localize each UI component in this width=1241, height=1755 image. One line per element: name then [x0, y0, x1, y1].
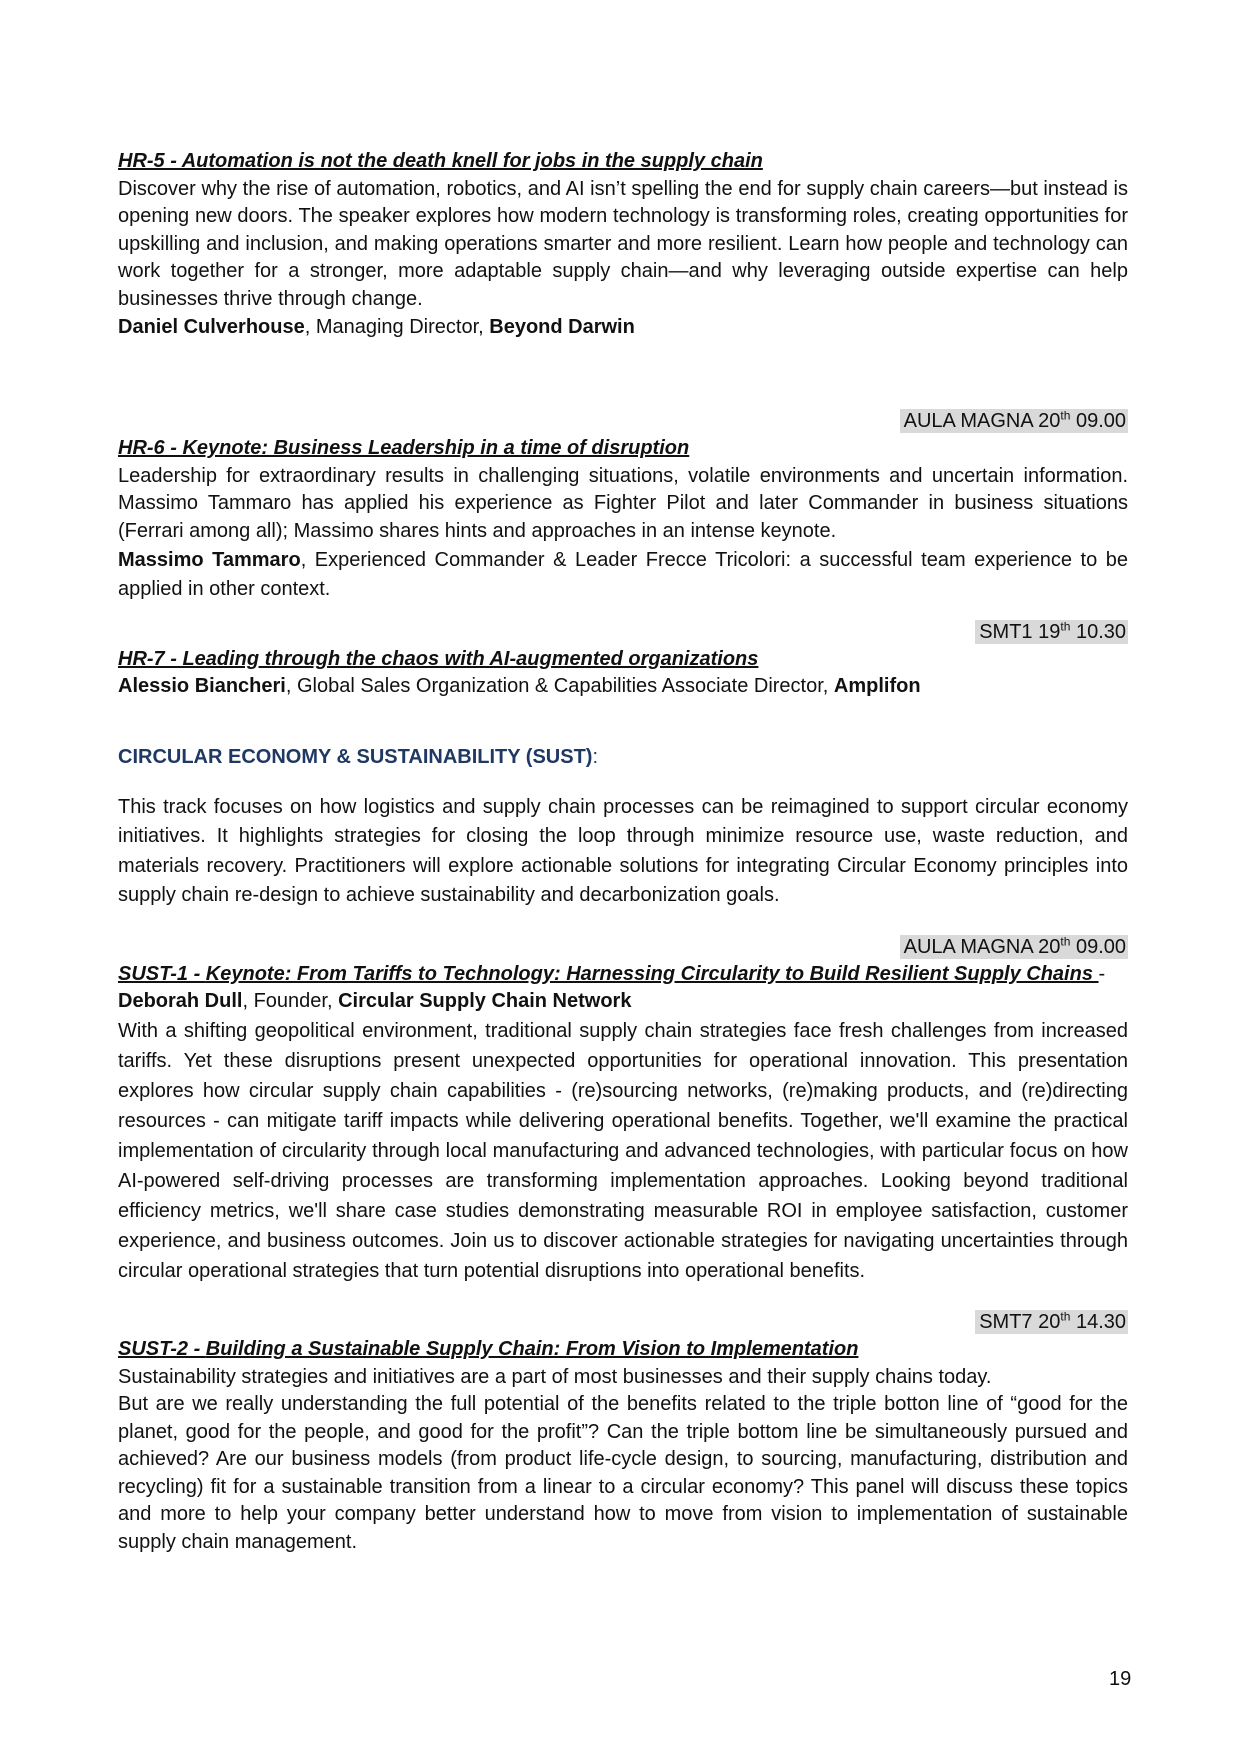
hr6-schedule-room: AULA MAGNA 20 [903, 410, 1061, 433]
sust2-description-1: Sustainability strategies and initiatives are a part of most businesses and their supply chains today. [118, 1365, 992, 1388]
hr7-schedule [118, 618, 1128, 646]
hr6-schedule-time: 09.00 [1070, 410, 1126, 433]
hr5-title: HR-5 - Automation is not the death knell for jobs in the supply chain [118, 150, 763, 172]
sust2-schedule-sup: th [1060, 1309, 1071, 1324]
sust2-schedule-room: SMT7 20 [979, 1310, 1061, 1333]
sust1-speaker-role: , Founder, [242, 990, 339, 1013]
sust-section-heading [118, 743, 1128, 771]
sust-section-intro: This track focuses on how logistics and supply chain processes can be reimagined to support circular economy initiatives. It highlights strategies for closing the loop through minimize resource use, waste reduction, and materials recovery. Practitioners will explore actionable solutions for integrating Circular Economy principles into supply chain re-design to achieve sustainability and decarbonization goals. [118, 795, 1128, 907]
sust-section-colon: : [592, 745, 599, 768]
sust2-title [118, 1336, 1128, 1364]
page-number: 19 [1109, 1668, 1132, 1690]
sust1-speaker-org: Circular Supply Chain Network [338, 990, 632, 1013]
hr7-speaker-org: Amplifon [833, 675, 921, 698]
sust1-schedule-time: 09.00 [1070, 935, 1126, 958]
hr6-speaker-role: , Experienced Commander & Leader Frecce Tricolori: a successful team experience to be applied in other context. [118, 548, 1129, 600]
hr5-description: Discover why the rise of automation, robotics, and AI isn’t spelling the end for supply chain careers—but instead is opening new doors. The speaker explores how modern technology is transforming roles, creating opportunities for upskilling and inclusion, and making operations smarter and more resilient. Learn how people and technology can work together for a stronger, more adaptable supply chain—and why leveraging outside expertise can help businesses thrive through change. [118, 177, 1128, 310]
sust-section-title: CIRCULAR ECONOMY & SUSTAINABILITY (SUST) [118, 745, 593, 768]
hr7-speaker-role: , Global Sales Organization & Capabilities Associate Director, [285, 675, 834, 698]
hr5-speaker-name: Daniel Culverhouse [118, 315, 305, 338]
sust1-schedule-sup: th [1060, 934, 1071, 949]
hr6-speaker [118, 546, 1128, 604]
hr7-schedule-sup: th [1060, 618, 1071, 633]
hr6-title: HR-6 - Keynote: Business Leadership in a time of disruption [118, 437, 690, 460]
sust1-speaker [118, 988, 1128, 1016]
sust1-description: With a shifting geopolitical environment, traditional supply chain strategies face fresh challenges from increased tariffs. Yet these disruptions present unexpected opportunities for operational innovation. This presentation explores how circular supply chain capabilities - (re)sourcing networks, (re)making products, and (re)directing resources - can mitigate tariff impacts while delivering operational benefits. Together, we'll examine the practical implementation of circularity through local manufacturing and advanced technologies, with particular focus on how AI-powered self-driving processes are transforming implementation approaches. Looking beyond traditional efficiency metrics, we'll share case studies demonstrating measurable ROI in employee satisfaction, customer experience, and business outcomes. Join us to discover actionable strategies for navigating uncertainties through circular operational strategies that turn potential disruptions into operational benefits. [118, 1019, 1128, 1282]
hr6-description: Leadership for extraordinary results in challenging situations, volatile environments and uncertain information. Massimo Tammaro has applied his experience as Fighter Pilot and later Commander in business situations (Ferrari among all); Massimo shares hints and approaches in an intense keynote. [118, 464, 1128, 542]
sust2-title-text: Building a Sustainable Supply Chain: From Vision to Implementation [205, 1337, 859, 1360]
sust1-speaker-name: Deborah Dull [118, 990, 243, 1013]
hr7-schedule-room: SMT1 19 [979, 620, 1061, 643]
sust2-schedule [118, 1308, 1128, 1336]
hr6-speaker-name: Massimo Tammaro [118, 548, 301, 571]
hr7-schedule-time: 10.30 [1070, 620, 1126, 643]
sust1-schedule [118, 933, 1128, 961]
document-page [118, 148, 1128, 1557]
hr7-speaker [118, 673, 1128, 701]
sust1-schedule-room: AULA MAGNA 20 [903, 935, 1061, 958]
hr5-speaker-role: , Managing Director, [304, 315, 490, 338]
sust1-code: SUST-1 - [118, 962, 206, 985]
hr7-title: HR-7 - Leading through the chaos with AI-augmented organizations [118, 647, 759, 670]
sust1-title-tail: - [1098, 962, 1106, 985]
sust2-schedule-time: 14.30 [1070, 1310, 1126, 1333]
hr6-schedule [118, 407, 1128, 435]
sust2-code: SUST-2 - [118, 1337, 206, 1360]
sust2-description-2: But are we really understanding the full potential of the benefits related to the triple botton line of “good for the planet, good for the people, and good for the profit”? Can the triple bottom line be simultaneously pursued and achieved? Are our business models (from product life-cycle design, to sourcing, manufacturing, distribution and recycling) fit for a sustainable transition from a linear to a circular economy? This panel will discuss these topics and more to help your company better understand how to move from vision to implementation of sustainable supply chain management. [118, 1393, 1128, 1554]
hr6-schedule-sup: th [1060, 408, 1071, 423]
hr5-speaker [118, 314, 1128, 342]
hr7-speaker-name: Alessio Biancheri [118, 675, 286, 698]
sust1-title-text: Keynote: From Tariffs to Technology: Harnessing Circularity to Build Resilient Supply Chains [205, 962, 1099, 985]
sust1-title [118, 961, 1128, 989]
hr5-speaker-org: Beyond Darwin [489, 315, 635, 338]
